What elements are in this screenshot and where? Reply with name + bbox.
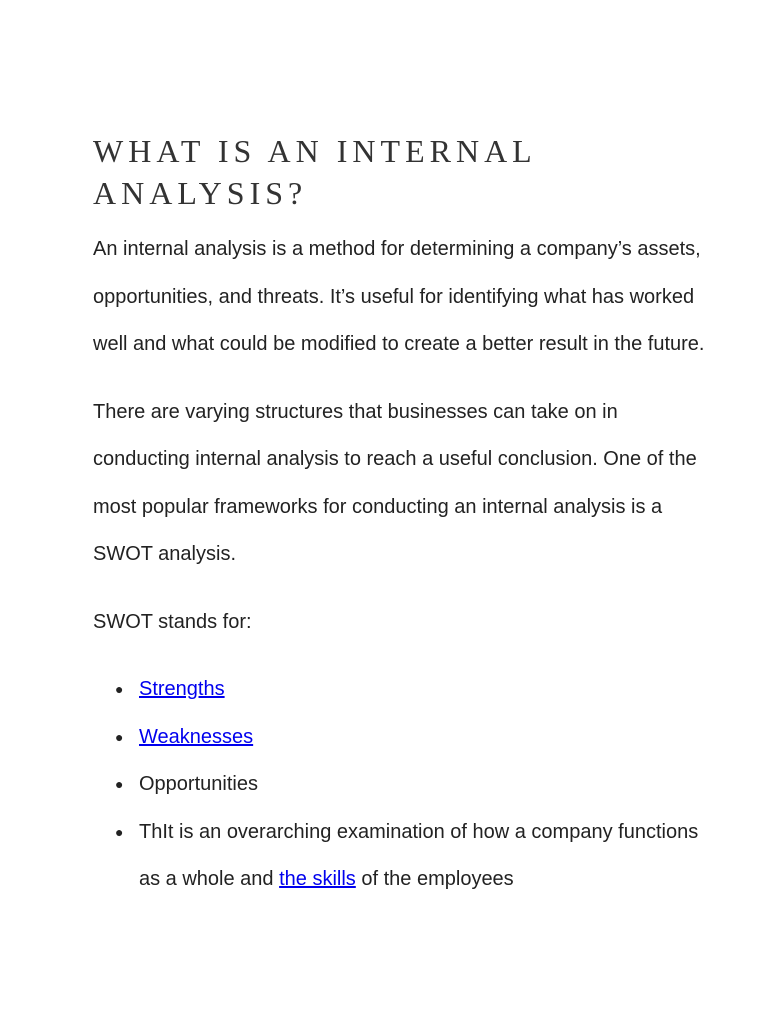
list-item-text-after: of the employees bbox=[355, 868, 514, 890]
weaknesses-link[interactable]: Weaknesses bbox=[139, 725, 254, 748]
opportunities-text: Opportunities bbox=[139, 773, 258, 795]
list-item-text-before: ThIt is an overarching examination of how a company functions as a whole and bbox=[139, 820, 699, 890]
list-item bbox=[115, 666, 708, 714]
frameworks-paragraph: There are varying structures that businesses can take on in conducting internal analysis to reach a useful conclusion. One of the most popular frameworks for conducting an internal analysis is a SWOT analysis. bbox=[93, 400, 697, 565]
bullet-icon: ● bbox=[115, 823, 124, 840]
list-item bbox=[115, 761, 708, 809]
the-skills-link[interactable]: the skills bbox=[279, 868, 356, 890]
list-item bbox=[115, 809, 708, 904]
intro-paragraph: An internal analysis is a method for determining a company’s assets, opportunities, and threats. It’s useful for identifying what has worked well and what could be modified to create a better result in the future. bbox=[93, 238, 705, 355]
swot-intro-text: SWOT stands for: bbox=[93, 610, 252, 633]
swot-list bbox=[93, 666, 708, 904]
strengths-link[interactable]: Strengths bbox=[139, 678, 225, 700]
bullet-icon: ● bbox=[115, 681, 124, 697]
list-item bbox=[115, 714, 708, 762]
bullet-icon: ● bbox=[115, 776, 124, 792]
article-title: WHAT IS AN INTERNAL ANALYSIS? bbox=[93, 133, 536, 211]
bullet-icon: ● bbox=[115, 728, 124, 745]
